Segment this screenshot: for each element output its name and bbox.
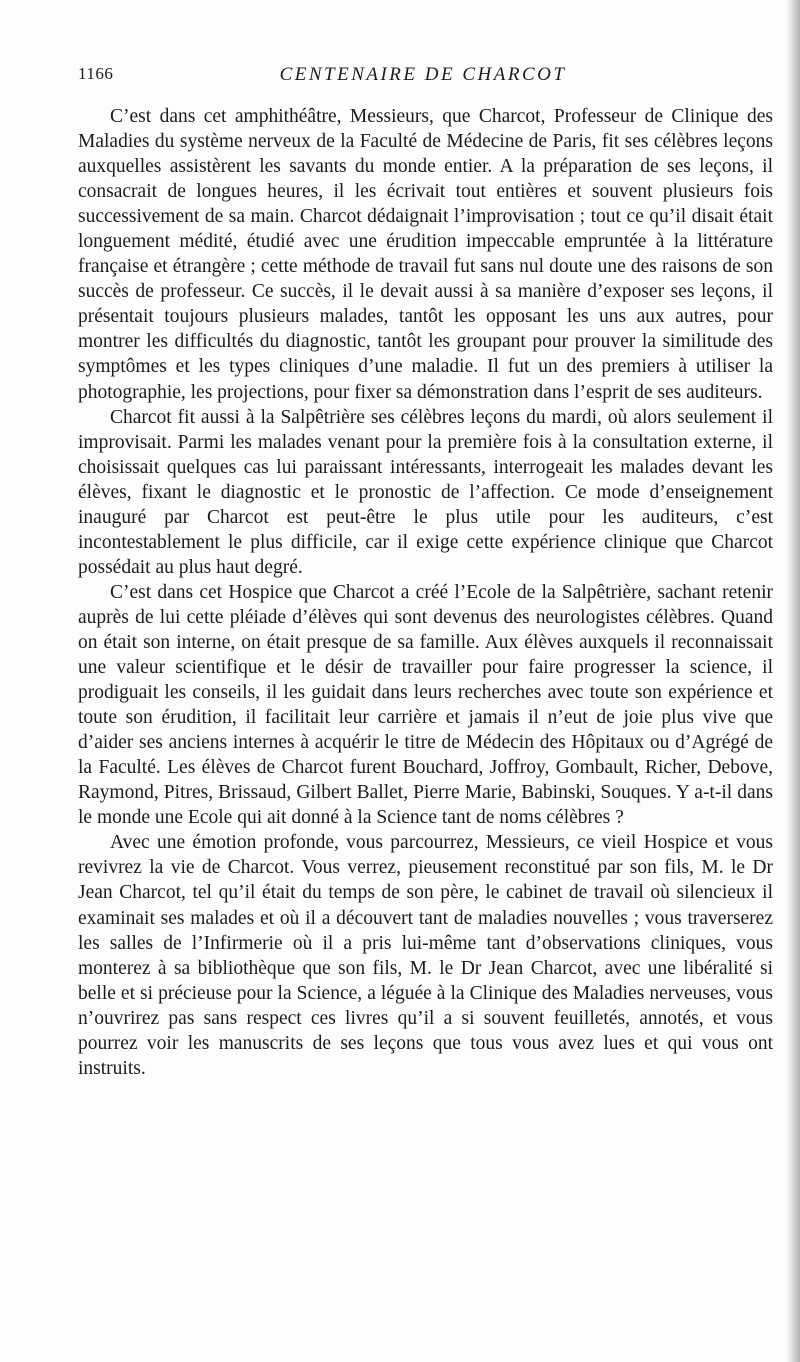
- page-edge-shadow: [786, 0, 800, 1362]
- page-number: 1166: [78, 64, 114, 83]
- body-text: [78, 104, 773, 1081]
- paragraph: C’est dans cet Hospice que Charcot a créé l’Ecole de la Salpêtrière, sachant retenir auprès de lui cette pléiade d’élèves qui sont devenus des neurologistes célèbres. Quand on était son interne, on était presque de sa famille. Aux élèves auxquels il reconnaissait une valeur scientifique et le désir de travailler pour faire progresser la science, il prodiguait les conseils, il les guidait dans leurs recherches avec toute son expérience et toute son érudition, il facilitait leur carrière et jamais il n’eut de joie plus vive que d’aider ses anciens internes à acquérir le titre de Médecin des Hôpitaux ou d’Agrégé de la Faculté. Les élèves de Charcot furent Bouchard, Joffroy, Gombault, Richer, Debove, Raymond, Pitres, Brissaud, Gilbert Ballet, Pierre Marie, Babinski, Souques. Y a-t-il dans le monde une Ecole qui ait donné à la Science tant de noms célèbres ?: [78, 581, 773, 829]
- paragraph: Avec une émotion profonde, vous parcourrez, Messieurs, ce vieil Hospice et vous revivrez la vie de Charcot. Vous verrez, pieusement reconstitué par son fils, M. le Dr Jean Charcot, tel qu’il était du temps de son père, le cabinet de travail où silencieux il examinait ses malades et où il a découvert tant de maladies nouvelles ; vous traverserez les salles de l’Infirmerie où il a pris lui-même tant d’observations cliniques, vous monterez à sa bibliothèque que son fils, M. le Dr Jean Charcot, avec une libéralité si belle et si précieuse pour la Science, a léguée à la Clinique des Maladies nerveuses, vous n’ouvrirez pas sans respect ces livres qu’il a si souvent feuilletés, annotés, et vous pourrez voir les manuscrits de ses leçons que tous vous avez lues et qui vous ont instruits.: [78, 832, 773, 1079]
- paragraph: C’est dans cet amphithéâtre, Messieurs, que Charcot, Professeur de Clinique des Maladies du système nerveux de la Faculté de Médecine de Paris, fit ses célèbres leçons auxquelles assistèrent les savants du monde entier. A la préparation de ses leçons, il consacrait de longues heures, il les écrivait tout entières et souvent plusieurs fois successivement de sa main. Charcot dédaignait l’improvisation ; tout ce qu’il disait était longuement médité, étudié avec une érudition impeccable empruntée à la littérature française et étrangère ; cette méthode de travail fut sans nul doute une des raisons de son succès de professeur. Ce succès, il le devait aussi à sa manière d’exposer ses leçons, il présentait toujours plusieurs malades, tantôt les opposant les uns aux autres, pour montrer les difficultés du diagnostic, tantôt les groupant pour prouver la similitude des symptômes et les types cliniques d’une maladie. Il fut un des premiers à utiliser la photographie, les projections, pour fixer sa démonstration dans l’esprit de ses auditeurs.: [78, 106, 773, 403]
- running-title: CENTENAIRE DE CHARCOT: [279, 64, 567, 85]
- page-header: [78, 64, 768, 94]
- paragraph: Charcot fit aussi à la Salpêtrière ses célèbres leçons du mardi, où alors seulement il improvisait. Parmi les malades venant pour la première fois à la consultation externe, il choisissait quelques cas lui paraissant intéressants, interrogeait les malades devant les élèves, fixant le diagnostic et le pronostic de l’affection. Ce mode d’enseignement inauguré par Charcot est peut-être le plus utile pour les auditeurs, c’est incontestablement le plus difficile, car il exige cette expérience clinique que Charcot possédait au plus haut degré.: [78, 406, 773, 578]
